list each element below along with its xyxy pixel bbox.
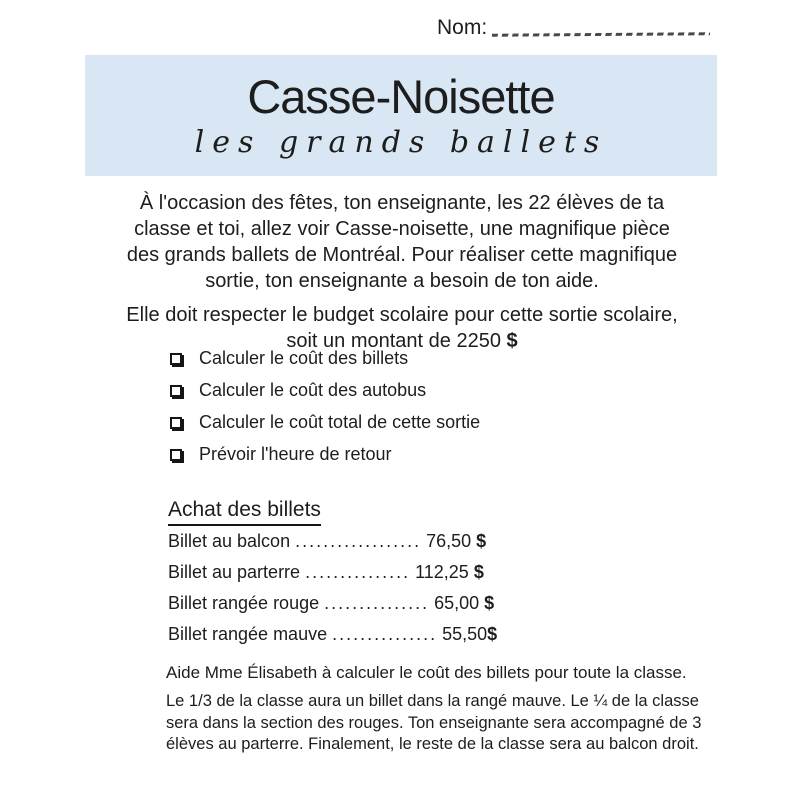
ticket-row xyxy=(168,531,497,550)
intro-paragraph: À l'occasion des fêtes, ton enseignante, les 22 élèves de ta classe et toi, allez voir Casse-noisette, une magnifique pièce des grands ballets de Montréal. Pour réaliser cette magnifique sortie, ton enseignante a besoin de ton aide. xyxy=(126,192,678,292)
ticket-price: 112,25 xyxy=(415,562,474,582)
name-row xyxy=(437,16,710,40)
problem-paragraph: Le 1/3 de la classe aura un billet dans la rangé mauve. Le ¼ de la classe sera dans la section des rouges. Ton enseignante sera accompagné de 3 élèves au parterre. Finalement, le reste de la classe sera au balcon droit. xyxy=(166,692,702,753)
checkbox-icon[interactable] xyxy=(170,353,182,365)
ticket-currency: $ xyxy=(473,562,484,582)
objective-item xyxy=(170,349,480,368)
ticket-label: Billet au balcon xyxy=(168,531,291,551)
ticket-label: Billet rangée rouge xyxy=(168,593,320,613)
ticket-price: 55,50 xyxy=(442,624,488,644)
budget-text: Elle doit respecter le budget scolaire pour cette sortie scolaire, soit un montant de 2250 xyxy=(126,304,678,352)
objective-item xyxy=(170,381,480,400)
ticket-label: Billet au parterre xyxy=(168,562,301,582)
dot-leader: ............... xyxy=(332,624,438,644)
ticket-row xyxy=(168,562,497,581)
objective-label: Calculer le coût des autobus xyxy=(199,380,427,400)
objective-item xyxy=(170,445,480,464)
name-blank-line[interactable] xyxy=(492,32,710,37)
objective-item xyxy=(170,413,480,432)
tickets-heading: Achat des billets xyxy=(168,498,321,526)
title-banner xyxy=(85,55,717,176)
name-label: Nom: xyxy=(437,16,488,39)
ticket-currency: $ xyxy=(476,531,487,551)
objective-label: Calculer le coût des billets xyxy=(199,348,409,368)
ticket-label: Billet rangée mauve xyxy=(168,624,328,644)
checkbox-icon[interactable] xyxy=(170,417,182,429)
dot-leader: ............... xyxy=(324,593,430,613)
checkbox-icon[interactable] xyxy=(170,449,182,461)
ticket-row xyxy=(168,624,497,643)
help-instruction: Aide Mme Élisabeth à calculer le coût des billets pour toute la classe. xyxy=(166,663,687,682)
page-title: Casse-Noisette xyxy=(247,70,555,124)
ticket-price: 65,00 xyxy=(434,593,485,613)
checkbox-icon[interactable] xyxy=(170,385,182,397)
objective-label: Calculer le coût total de cette sortie xyxy=(199,412,481,432)
ticket-price-list xyxy=(168,531,497,655)
dot-leader: ............... xyxy=(305,562,411,582)
budget-currency: $ xyxy=(506,330,518,352)
ticket-currency: $ xyxy=(487,624,498,644)
objectives-checklist xyxy=(170,349,480,477)
dot-leader: .................. xyxy=(295,531,422,551)
ticket-row xyxy=(168,593,497,612)
ticket-currency: $ xyxy=(484,593,495,613)
ticket-price: 76,50 xyxy=(426,531,477,551)
budget-paragraph xyxy=(118,302,686,354)
objective-label: Prévoir l'heure de retour xyxy=(199,444,392,464)
page-subtitle: les grands ballets xyxy=(194,124,608,160)
